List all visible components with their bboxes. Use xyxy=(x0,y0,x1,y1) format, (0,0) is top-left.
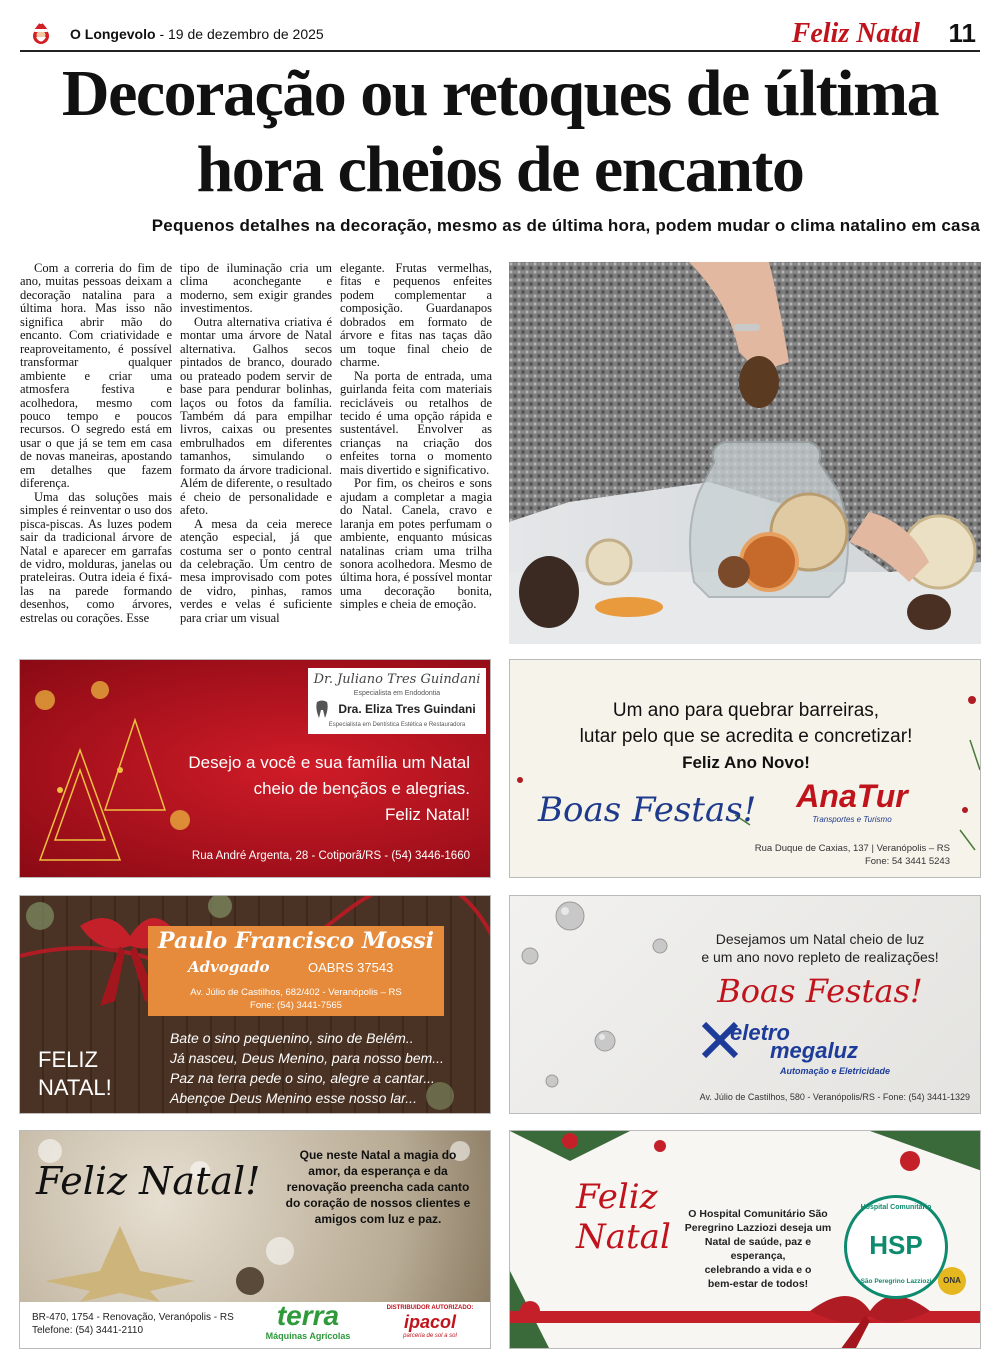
clinic-spec-2: Especialista em Dentística Estética e Restauradora xyxy=(328,722,466,728)
clinic-name-2: Dra. Eliza Tres Guindani xyxy=(338,702,476,716)
hospital-ring-top: Hospital Comunitário xyxy=(860,1204,932,1211)
anatur-address: Rua Duque de Caxias, 137 | Veranópolis – RS xyxy=(754,843,950,854)
article-body xyxy=(20,262,492,647)
guindani-msg-3: Feliz Natal! xyxy=(384,805,470,824)
eletro-line-1: Desejamos um Natal cheio de luz xyxy=(715,931,925,947)
eletro-script: Boas Festas! xyxy=(717,972,923,1010)
ad-mossi xyxy=(19,895,491,1114)
hospital-msg-1: O Hospital Comunitário São xyxy=(688,1208,828,1220)
mossi-contact xyxy=(148,986,444,1012)
guindani-message xyxy=(170,750,470,828)
mossi-verse-1: Bate o sino pequenino, sino de Belém.. xyxy=(170,1030,414,1046)
ad-anatur xyxy=(509,659,981,878)
paragraph: tipo de iluminação cria um clima aconchegante e moderno, sem exigir grandes investimentos. xyxy=(180,261,332,316)
anatur-line-2: lutar pelo que se acredita e concretizar! xyxy=(579,726,913,747)
article-column-1 xyxy=(20,262,172,647)
paragraph: A mesa da ceia merece atenção especial, já que costuma ser o ponto central da celebração. Um centro de mesa improvisado com potes de vidro, pinhas, ramos verdes e velas é suficiente para criar um visual xyxy=(180,516,332,625)
mossi-address: Av. Júlio de Castilhos, 682/402 - Veranópolis – RS xyxy=(190,987,402,998)
article-subhead: Pequenos detalhes na decoração, mesmo as de última hora, podem mudar o clima natalino em casa xyxy=(151,216,980,235)
hospital-script xyxy=(576,1177,671,1257)
eletro-address: Av. Júlio de Castilhos, 580 - Veranópolis/RS - Fone: (54) 3441-1329 xyxy=(699,1092,970,1102)
eletro-logo-sub: Automação e Eletricidade xyxy=(780,1066,891,1076)
paragraph: Por fim, os cheiros e sons ajudam a completar a magia do Natal. Canela, cravo e laranja em potes perfumam o ambiente, enquanto músicas natalinas criam uma trilha sonora acolhedora. Mesmo de última hora, é possível montar uma decoração bonita, simples e cheia de emoção. xyxy=(340,476,492,612)
clinic-logo-card xyxy=(308,668,486,734)
anatur-script: Boas Festas! xyxy=(538,790,757,830)
hospital-seal xyxy=(844,1195,948,1299)
anatur-logo-text: AnaTur xyxy=(796,778,908,814)
ad-guindani xyxy=(19,659,491,878)
header-separator: - xyxy=(159,26,169,42)
article-column-2 xyxy=(180,262,332,647)
mossi-verse-2: Já nasceu, Deus Menino, para nosso bem... xyxy=(170,1050,444,1066)
paragraph: Com a correria do fim de ano, muitas pessoas deixam a decoração natalina para a última hora. Mas isso não significa abrir mão do encanto. Com criatividade e reaproveitamento, é possível transformar qualquer ambiente e criar uma atmosfera festiva e acolhedora, mesmo com pouco tempo e poucos recursos. O segredo está em usar o que já se tem em casa de novas maneiras, apostando em detalhes que fazem diferença. xyxy=(20,261,172,491)
ipacol-dist: DISTRIBUIDOR AUTORIZADO: xyxy=(386,1305,474,1311)
terra-msg-4: do coração de nossos clientes e xyxy=(285,1196,471,1210)
page-number: 11 xyxy=(948,18,976,48)
ad-hospital xyxy=(509,1130,981,1349)
eletro-logo-2: megaluz xyxy=(770,1038,859,1063)
article-column-3 xyxy=(340,262,492,647)
mossi-verse-4: Abençoe Deus Menino esse nosso lar... xyxy=(170,1090,417,1106)
article-photo xyxy=(509,262,981,644)
mossi-oab: OABRS 37543 xyxy=(308,960,394,975)
mossi-card xyxy=(148,926,444,1016)
hospital-script-1: Feliz xyxy=(576,1177,658,1217)
hospital-msg-4: celebrando a vida e o xyxy=(704,1264,812,1276)
hospital-msg-5: bem-estar de todos! xyxy=(707,1278,809,1290)
section-title: Feliz Natal xyxy=(791,18,920,49)
terra-logo-sub: Máquinas Agrícolas xyxy=(265,1331,351,1341)
paragraph: Outra alternativa criativa é montar uma árvore de Natal alternativa. Galhos secos pintados de branco, dourado ou prateado podem servir de base para pendurar bolinhas, laços ou fotos da família. Também dá para empilhar livros, caixas ou presentes embrulhados em diferentes tamanhos, simulando o formato da árvore tradicional. Além de diferente, o resultado é cheio de personalidade e afeto. xyxy=(180,314,332,518)
anatur-message xyxy=(510,698,981,776)
mossi-feliz-natal xyxy=(38,1046,112,1102)
anatur-logo-sub: Transportes e Turismo xyxy=(812,815,892,824)
eletro-message xyxy=(670,930,970,966)
issue-date: 19 de dezembro de 2025 xyxy=(168,26,324,42)
hospital-ring-bottom: São Peregrino Lazziozi xyxy=(860,1278,932,1285)
eletro-logo-1: eletro xyxy=(730,1020,790,1045)
ipacol-sub: parceria de sol a sol xyxy=(403,1333,457,1339)
hospital-script-2: Natal xyxy=(576,1217,671,1257)
terra-msg-2: amor, da esperança e da xyxy=(308,1164,448,1178)
header-rule xyxy=(20,50,980,52)
mossi-verse xyxy=(170,1028,444,1108)
terra-contact xyxy=(32,1311,234,1337)
clinic-spec-1: Especialista em Endodontia xyxy=(353,690,441,697)
guindani-address: Rua André Argenta, 28 - Cotiporã/RS - (54) 3446-1660 xyxy=(191,850,470,862)
terra-phone: Telefone: (54) 3441-2110 xyxy=(32,1325,144,1336)
photo-jar-pinecones xyxy=(509,262,981,644)
ad-terra xyxy=(19,1130,491,1349)
paragraph: elegante. Frutas vermelhas, fitas e pequenos enfeites podem complementar a composição. Guardanapos dobrados em formato de árvore e fitas nas taças dão um toque final cheio de charme. xyxy=(340,261,492,370)
header-meta xyxy=(70,26,324,42)
anatur-phone: Fone: 54 3441 5243 xyxy=(864,856,950,867)
ipacol-logo xyxy=(380,1305,480,1339)
anatur-line-3: Feliz Ano Novo! xyxy=(682,753,810,772)
hospital-msg-2: Peregrino Lazziozi deseja um xyxy=(684,1222,832,1234)
mossi-name: Paulo Francisco Mossi xyxy=(158,928,434,954)
paragraph: Na porta de entrada, uma guirlanda feita com materiais recicláveis ou retalhos de tecido é uma opção rápida e sustentável. Envolver as crianças na criação dos enfeites torna o momento mais divertido e significativo. xyxy=(340,368,492,477)
paragraph: Uma das soluções mais simples é reinventar o uso dos pisca-piscas. As luzes podem sair da tradicional árvore de Natal e aparecer em garrafas de vidro, molduras, janelas ou prateleiras. Outra ideia é fixá-las na parede formando desenhos, como árvores, estrelas ou corações. Esse xyxy=(20,489,172,625)
publication-name: O Longevolo xyxy=(70,26,156,42)
article-headline: Decoração ou retoques de última hora cheios de encanto xyxy=(61,57,939,206)
clinic-name-1: Dr. Juliano Tres Guindani xyxy=(313,672,481,687)
terra-msg-5: amigos com luz e paz. xyxy=(314,1212,442,1226)
terra-logo-text: terra xyxy=(276,1300,340,1331)
ad-eletro-megaluz xyxy=(509,895,981,1114)
terra-address: BR-470, 1754 - Renovação, Veranópolis - RS xyxy=(32,1312,234,1323)
ipacol-text: ipacol xyxy=(403,1312,456,1332)
terra-msg-3: renovação preencha cada canto xyxy=(286,1180,470,1194)
mossi-phone: Fone: (54) 3441-7565 xyxy=(250,1000,342,1011)
terra-message xyxy=(280,1147,476,1227)
page-header xyxy=(20,14,980,50)
eletro-line-2: e um ano novo repleto de realizações! xyxy=(701,949,939,965)
anatur-logo xyxy=(772,778,932,824)
terra-logo xyxy=(248,1301,368,1341)
mossi-natal: NATAL! xyxy=(38,1075,112,1100)
terra-script: Feliz Natal! xyxy=(36,1159,261,1203)
guindani-msg-2: cheio de bençãos e alegrias. xyxy=(253,779,470,798)
guindani-msg-1: Desejo a você e sua família um Natal xyxy=(188,753,470,772)
hospital-msg-3: Natal de saúde, paz e esperança, xyxy=(704,1236,812,1262)
ona-badge: ONA xyxy=(938,1267,966,1295)
anatur-contact xyxy=(710,842,950,868)
hospital-message xyxy=(680,1207,836,1291)
anatur-line-1: Um ano para quebrar barreiras, xyxy=(612,700,880,721)
santa-icon xyxy=(28,20,54,46)
hospital-logo: HSP xyxy=(869,1230,923,1260)
mossi-feliz: FELIZ xyxy=(38,1047,98,1072)
terra-msg-1: Que neste Natal a magia do xyxy=(299,1148,457,1162)
mossi-role: Advogado xyxy=(188,958,270,976)
mossi-verse-3: Paz na terra pede o sino, alegre a cantar... xyxy=(170,1070,435,1086)
